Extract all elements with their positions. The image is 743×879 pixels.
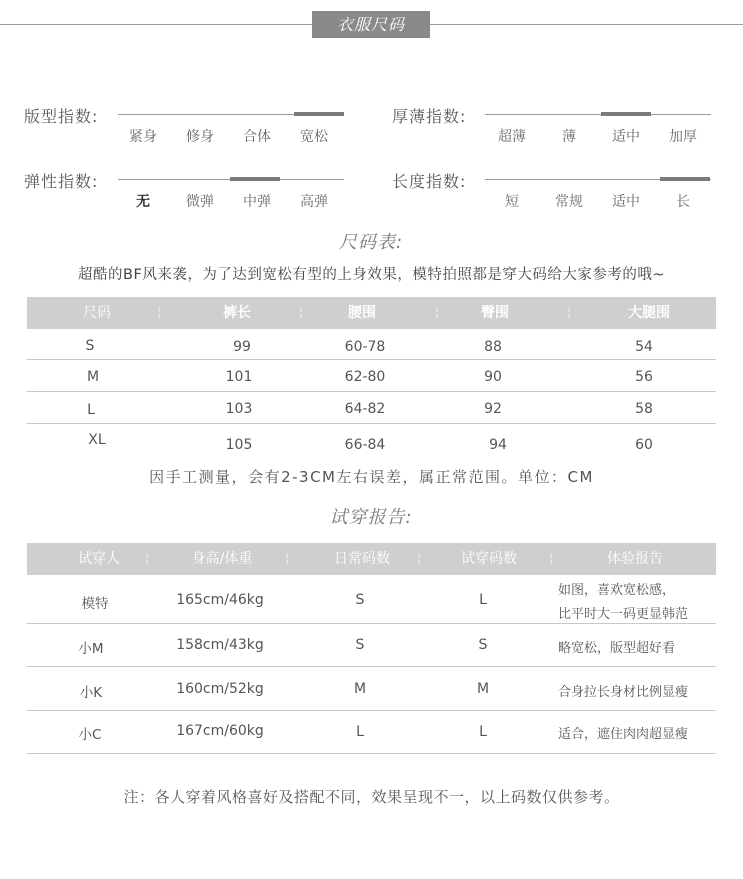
trial-cell: 模特 bbox=[81, 596, 109, 612]
trial-report-line: 略宽松，版型超好看 bbox=[558, 641, 676, 656]
elastic-scale-marker bbox=[230, 177, 280, 181]
thickness-option: 适中 bbox=[612, 129, 640, 145]
size-cell: 54 bbox=[635, 339, 653, 355]
row-divider bbox=[27, 753, 716, 754]
thickness-scale-line bbox=[485, 114, 711, 115]
thickness-index-label: 厚薄指数: bbox=[392, 107, 467, 126]
elastic-option: 高弹 bbox=[300, 194, 328, 210]
header-divider: ¦ bbox=[145, 551, 150, 566]
trial-cell: 小K bbox=[79, 685, 103, 701]
trial-col-header: 身高/体重 bbox=[191, 551, 253, 567]
trial-cell: L bbox=[479, 724, 487, 740]
size-cell: 90 bbox=[484, 369, 502, 385]
trial-cell: S bbox=[355, 592, 365, 608]
size-cell: 58 bbox=[635, 401, 653, 417]
footer-note: 注：各人穿着风格喜好及搭配不同，效果呈现不一，以上码数仅供参考。 bbox=[123, 788, 620, 806]
size-cell: 60 bbox=[635, 437, 653, 453]
size-cell: 66-84 bbox=[344, 437, 386, 453]
trial-cell: L bbox=[356, 724, 364, 740]
trial-report-title: 试穿报告: bbox=[329, 507, 413, 528]
thickness-option: 薄 bbox=[562, 129, 576, 145]
size-cell: 88 bbox=[484, 339, 502, 355]
size-cell: 101 bbox=[225, 369, 253, 385]
size-col-header: 裤长 bbox=[223, 305, 251, 321]
page-title: 衣服尺码 bbox=[312, 11, 430, 38]
trial-cell: 167cm/60kg bbox=[176, 723, 264, 739]
header-divider: ¦ bbox=[299, 305, 304, 320]
trial-report-line: 比平时大一码更显韩范 bbox=[558, 607, 689, 622]
elastic-index-label: 弹性指数: bbox=[24, 172, 99, 191]
row-divider bbox=[27, 391, 716, 392]
trial-cell: 158cm/43kg bbox=[176, 637, 264, 653]
size-cell: 56 bbox=[635, 369, 653, 385]
length-option: 短 bbox=[505, 194, 519, 210]
header-divider: ¦ bbox=[285, 551, 290, 566]
header-divider: ¦ bbox=[549, 551, 554, 566]
size-col-header: 尺码 bbox=[83, 305, 111, 321]
thickness-option: 超薄 bbox=[498, 129, 526, 145]
row-divider bbox=[27, 623, 716, 624]
size-cell: 103 bbox=[225, 401, 253, 417]
trial-cell: 160cm/52kg bbox=[176, 681, 264, 697]
trial-cell: L bbox=[479, 592, 487, 608]
fit-option: 修身 bbox=[186, 129, 214, 145]
trial-col-header: 体验报告 bbox=[607, 551, 663, 567]
size-cell: L bbox=[87, 402, 95, 418]
elastic-option: 无 bbox=[136, 194, 150, 210]
size-cell: XL bbox=[88, 432, 106, 448]
elastic-option: 微弹 bbox=[186, 194, 214, 210]
row-divider bbox=[27, 666, 716, 667]
size-cell: 62-80 bbox=[344, 369, 386, 385]
trial-cell: 165cm/46kg bbox=[176, 592, 264, 608]
fit-option: 宽松 bbox=[300, 129, 328, 145]
size-cell: 60-78 bbox=[344, 339, 386, 355]
size-col-header: 臀围 bbox=[481, 305, 509, 321]
length-option: 长 bbox=[676, 194, 690, 210]
trial-cell: M bbox=[476, 681, 490, 697]
row-divider bbox=[27, 359, 716, 360]
trial-table-header bbox=[27, 543, 716, 575]
size-col-header: 大腿围 bbox=[628, 305, 670, 321]
header-divider: ¦ bbox=[435, 305, 440, 320]
size-cell: 64-82 bbox=[344, 401, 386, 417]
trial-cell: 小C bbox=[78, 727, 102, 743]
row-divider bbox=[27, 710, 716, 711]
length-scale-marker bbox=[660, 177, 710, 181]
header-rule-left bbox=[0, 24, 312, 25]
fit-index-label: 版型指数: bbox=[24, 107, 99, 126]
trial-cell: M bbox=[353, 681, 367, 697]
size-col-header: 腰围 bbox=[348, 305, 376, 321]
elastic-option: 中弹 bbox=[243, 194, 271, 210]
header-rule-right bbox=[430, 24, 743, 25]
size-cell: 94 bbox=[489, 437, 507, 453]
trial-col-header: 试穿码数 bbox=[461, 551, 517, 567]
size-cell: M bbox=[86, 369, 100, 385]
size-cell: 105 bbox=[225, 437, 253, 453]
size-cell: 99 bbox=[233, 339, 251, 355]
fit-option: 紧身 bbox=[129, 129, 157, 145]
size-cell: 92 bbox=[484, 401, 502, 417]
trial-report-line: 如图，喜欢宽松感， bbox=[558, 583, 676, 598]
header-divider: ¦ bbox=[417, 551, 422, 566]
trial-col-header: 试穿人 bbox=[78, 551, 120, 567]
size-chart-intro: 超酷的BF风来袭，为了达到宽松有型的上身效果，模特拍照都是穿大码给大家参考的哦~ bbox=[78, 267, 665, 283]
measurement-note: 因手工测量，会有2-3CM左右误差，属正常范围。单位：CM bbox=[149, 468, 594, 486]
length-option: 适中 bbox=[612, 194, 640, 210]
trial-report-line: 合身拉长身材比例显瘦 bbox=[558, 685, 689, 700]
thickness-scale-marker bbox=[601, 112, 651, 116]
size-table-header bbox=[27, 297, 716, 329]
trial-report-line: 适合，遮住肉肉超显瘦 bbox=[558, 727, 689, 742]
fit-option: 合体 bbox=[243, 129, 271, 145]
trial-cell: S bbox=[355, 637, 365, 653]
trial-cell: 小M bbox=[78, 641, 104, 657]
header-divider: ¦ bbox=[567, 305, 572, 320]
header-divider: ¦ bbox=[157, 305, 162, 320]
trial-cell: S bbox=[478, 637, 488, 653]
thickness-option: 加厚 bbox=[669, 129, 697, 145]
trial-col-header: 日常码数 bbox=[334, 551, 390, 567]
length-option: 常规 bbox=[555, 194, 583, 210]
size-cell: S bbox=[85, 338, 95, 354]
size-chart-title: 尺码表: bbox=[338, 232, 404, 253]
length-index-label: 长度指数: bbox=[392, 172, 467, 191]
fit-scale-marker bbox=[294, 112, 344, 116]
row-divider bbox=[27, 423, 716, 424]
